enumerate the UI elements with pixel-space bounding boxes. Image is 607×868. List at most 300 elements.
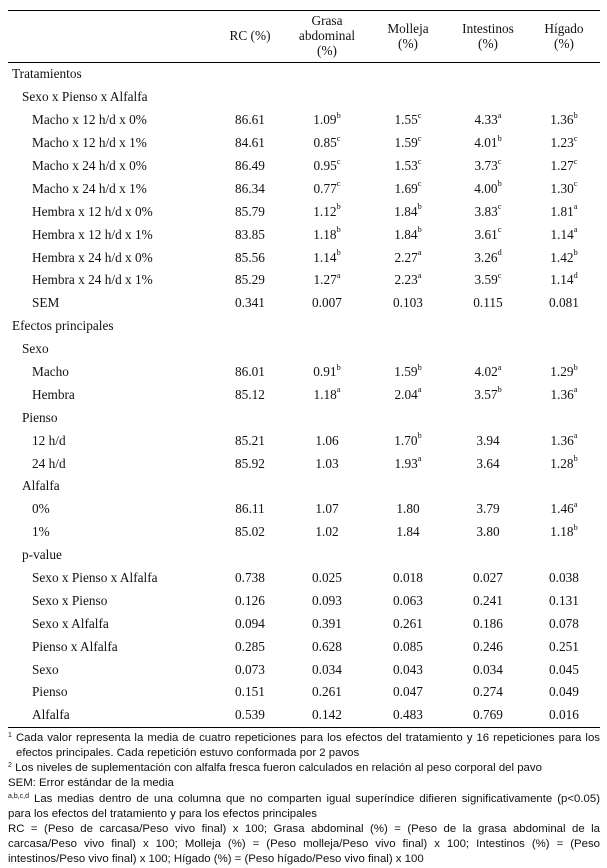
significance-superscript: b: [497, 132, 502, 143]
cell-rc: [214, 383, 286, 406]
significance-superscript: b: [417, 201, 422, 212]
cell-value: 83.85: [235, 226, 265, 242]
row-label: 24 h/d: [32, 455, 66, 471]
significance-superscript: c: [417, 132, 422, 143]
significance-superscript: d: [573, 270, 578, 281]
significance-superscript: a: [417, 453, 422, 464]
header-grasa-l3: (%): [317, 43, 337, 58]
cell-value: 84.61: [235, 135, 265, 151]
cell-rc: [214, 452, 286, 475]
cell-rc: [214, 429, 286, 452]
cell-molleja: [368, 269, 448, 292]
group-sexo-pienso-alfalfa-row: [8, 86, 600, 109]
header-higado-l1: Hígado: [544, 20, 584, 36]
row-label: Sexo x Pienso: [32, 592, 108, 608]
row-label: Hembra x 12 h/d x 0%: [32, 203, 153, 219]
significance-superscript: b: [417, 430, 422, 441]
cell-value: 0.078: [549, 615, 579, 631]
cell-molleja: [368, 177, 448, 200]
cell-rc: [214, 635, 286, 658]
cell-value: 0.027: [473, 570, 503, 586]
row-label: Pienso x Alfalfa: [32, 638, 118, 654]
table-row: [8, 132, 600, 155]
cell-higado: [528, 658, 600, 681]
cell-grasa: [286, 155, 368, 178]
cell-grasa: [286, 612, 368, 635]
header-molleja: [368, 11, 448, 63]
cell-value: 85.79: [235, 203, 265, 219]
cell-molleja: [368, 521, 448, 544]
significance-superscript: c: [336, 178, 341, 189]
cell-rc: [214, 132, 286, 155]
cell-higado: [528, 589, 600, 612]
footnote-2-text: Los niveles de suplementación con alfalfa fresca fueron calculados en relación al peso corporal del pavo: [15, 762, 542, 775]
cell-grasa: [286, 521, 368, 544]
cell-molleja: [368, 383, 448, 406]
significance-superscript: a: [573, 224, 578, 235]
header-intestinos: [448, 11, 528, 63]
row-label: Hembra x 24 h/d x 0%: [32, 249, 153, 265]
cell-higado: [528, 223, 600, 246]
cell-grasa: [286, 429, 368, 452]
significance-superscript: b: [417, 361, 422, 372]
cell-value: 0.539: [235, 707, 265, 723]
cell-value: 0.151: [235, 684, 265, 700]
cell-higado: [528, 269, 600, 292]
cell-molleja: [368, 589, 448, 612]
cell-rc: [214, 269, 286, 292]
cell-value: 3.79: [476, 501, 500, 517]
cell-higado: [528, 681, 600, 704]
cell-rc: [214, 292, 286, 315]
cell-value: 0.341: [235, 295, 265, 311]
cell-value: 1.09: [313, 112, 337, 128]
cell-intestinos: [448, 109, 528, 132]
significance-superscript: b: [497, 178, 502, 189]
header-rc-l1: RC (%): [229, 28, 271, 43]
cell-value: 0.093: [312, 592, 342, 608]
cell-higado: [528, 383, 600, 406]
cell-molleja: [368, 361, 448, 384]
cell-value: 85.21: [235, 432, 265, 448]
cell-value: 0.769: [473, 707, 503, 723]
table-row: [8, 246, 600, 269]
significance-superscript: c: [497, 201, 502, 212]
cell-value: 85.29: [235, 272, 265, 288]
footnotes: [8, 731, 600, 868]
cell-value: 85.02: [235, 524, 265, 540]
cell-value: 1.18: [313, 386, 337, 402]
cell-value: 1.80: [396, 501, 420, 517]
cell-molleja: [368, 452, 448, 475]
cell-value: 1.18: [550, 524, 574, 540]
group-pienso: Pienso: [22, 409, 58, 425]
significance-superscript: a: [573, 430, 578, 441]
footnote-sem: SEM: Error estándar de la media: [8, 777, 174, 790]
cell-value: 4.00: [474, 180, 498, 196]
cell-value: 2.27: [394, 249, 418, 265]
cell-value: 3.61: [474, 226, 498, 242]
cell-higado: [528, 498, 600, 521]
cell-molleja: [368, 658, 448, 681]
row-label: Macho x 12 h/d x 1%: [32, 135, 147, 151]
significance-superscript: c: [336, 132, 341, 143]
cell-value: 0.186: [473, 615, 503, 631]
table-row: [8, 589, 600, 612]
cell-value: 0.049: [549, 684, 579, 700]
cell-value: 0.628: [312, 638, 342, 654]
cell-value: 0.103: [393, 295, 423, 311]
cell-value: 4.01: [474, 135, 498, 151]
significance-superscript: a: [417, 384, 422, 395]
cell-grasa: [286, 681, 368, 704]
cell-molleja: [368, 109, 448, 132]
cell-value: 0.142: [312, 707, 342, 723]
row-label: 1%: [32, 524, 50, 540]
group-p-value-row: [8, 544, 600, 567]
significance-superscript: b: [336, 224, 341, 235]
cell-rc: [214, 658, 286, 681]
cell-rc: [214, 567, 286, 590]
cell-value: 0.77: [313, 180, 337, 196]
cell-molleja: [368, 292, 448, 315]
cell-grasa: [286, 292, 368, 315]
cell-rc: [214, 589, 286, 612]
cell-value: 86.49: [235, 158, 265, 173]
cell-intestinos: [448, 612, 528, 635]
cell-value: 0.391: [312, 615, 342, 631]
group-alfalfa-row: [8, 475, 600, 498]
cell-grasa: [286, 177, 368, 200]
cell-molleja: [368, 681, 448, 704]
cell-intestinos: [448, 567, 528, 590]
header-grasa-l1: Grasa: [311, 13, 343, 28]
group-p-value: p-value: [22, 547, 62, 563]
cell-value: 1.84: [394, 203, 418, 219]
cell-value: 3.26: [474, 249, 498, 265]
cell-value: 0.094: [235, 615, 265, 631]
cell-value: 86.11: [235, 501, 265, 517]
row-label: Alfalfa: [8, 704, 214, 727]
cell-value: 1.07: [315, 501, 339, 517]
cell-higado: [528, 361, 600, 384]
cell-grasa: [286, 658, 368, 681]
significance-superscript: c: [417, 155, 422, 166]
cell-value: 1.23: [550, 135, 574, 151]
cell-intestinos: [448, 498, 528, 521]
cell-value: 1.03: [315, 455, 339, 471]
cell-value: 3.83: [474, 203, 498, 219]
cell-value: 1.36: [550, 112, 574, 128]
cell-grasa: [286, 567, 368, 590]
cell-grasa: [286, 704, 368, 727]
significance-superscript: b: [573, 453, 578, 464]
cell-higado: [528, 612, 600, 635]
cell-molleja: [368, 223, 448, 246]
significance-superscript: b: [497, 384, 502, 395]
cell-intestinos: [448, 521, 528, 544]
footnote-2: [8, 761, 600, 776]
significance-superscript: c: [497, 155, 502, 166]
cell-value: 0.126: [235, 592, 265, 608]
footnote-1-mark: 1: [8, 731, 12, 739]
significance-superscript: c: [573, 132, 578, 143]
cell-rc: [214, 200, 286, 223]
significance-superscript: b: [573, 247, 578, 258]
header-rc: [214, 11, 286, 63]
cell-rc: [214, 498, 286, 521]
cell-intestinos: [448, 246, 528, 269]
significance-superscript: a: [497, 109, 502, 120]
table-row: [8, 681, 600, 704]
table-wrapper: [8, 10, 600, 868]
cell-value: 1.69: [394, 180, 418, 196]
cell-value: 1.36: [550, 432, 574, 448]
significance-superscript: b: [573, 109, 578, 120]
cell-value: 0.261: [312, 684, 342, 700]
table-row: [8, 635, 600, 658]
cell-value: 1.29: [550, 364, 574, 380]
cell-value: 0.274: [473, 684, 503, 700]
cell-value: 3.59: [474, 272, 498, 288]
footnote-abcd-mark: a,b,c,d: [8, 792, 30, 800]
cell-value: 0.483: [393, 707, 423, 723]
cell-rc: [214, 681, 286, 704]
cell-value: 85.92: [235, 455, 265, 471]
cell-rc: [214, 704, 286, 727]
cell-value: 1.84: [394, 226, 418, 242]
cell-intestinos: [448, 361, 528, 384]
table-row: [8, 177, 600, 200]
cell-value: 0.131: [549, 592, 579, 608]
cell-value: 0.085: [393, 638, 423, 654]
significance-superscript: d: [497, 247, 502, 258]
cell-value: 0.285: [235, 638, 265, 654]
table-row: [8, 452, 600, 475]
header-molleja-l1: Molleja: [387, 20, 429, 36]
group-sexo-row: [8, 338, 600, 361]
header-intestinos-l1: Intestinos: [462, 20, 514, 36]
table-row: [8, 223, 600, 246]
cell-intestinos: [448, 269, 528, 292]
cell-value: 0.034: [312, 661, 342, 677]
group-sexo-pienso-alfalfa: Sexo x Pienso x Alfalfa: [22, 89, 148, 105]
cell-value: 0.738: [235, 570, 265, 586]
cell-intestinos: [448, 223, 528, 246]
cell-value: 0.115: [473, 295, 503, 311]
group-alfalfa: Alfalfa: [22, 478, 60, 494]
cell-rc: [214, 177, 286, 200]
table-row: [8, 292, 600, 315]
header-molleja-l2: (%): [398, 35, 418, 51]
header-grasa-l2: abdominal: [298, 28, 356, 43]
cell-value: 0.081: [549, 295, 579, 311]
header-empty: [8, 11, 214, 63]
cell-molleja: [368, 704, 448, 727]
table-row: [8, 155, 600, 178]
cell-value: 1.59: [394, 135, 418, 151]
cell-value: 1.53: [394, 158, 418, 173]
table-row: [8, 269, 600, 292]
cell-value: 0.246: [473, 638, 503, 654]
footnote-abcd-text: Las medias dentro de una columna que no comparten igual superíndice difieren significativamente (p<0.05) para los efectos del tratamiento y para los efectos principales: [8, 792, 600, 820]
cell-value: 0.073: [235, 661, 265, 677]
cell-value: 3.57: [474, 386, 498, 402]
footnote-2-mark: 2: [8, 762, 12, 770]
cell-higado: [528, 635, 600, 658]
table-row: [8, 200, 600, 223]
row-label: Hembra x 12 h/d x 1%: [32, 226, 153, 242]
cell-grasa: [286, 132, 368, 155]
footnote-1: [8, 731, 600, 761]
cell-value: 3.73: [474, 158, 498, 173]
table-row: [8, 109, 600, 132]
cell-molleja: [368, 567, 448, 590]
cell-higado: [528, 452, 600, 475]
table-body: [8, 63, 600, 728]
significance-superscript: a: [336, 270, 341, 281]
table-row: [8, 704, 600, 727]
cell-intestinos: [448, 132, 528, 155]
cell-value: 1.27: [313, 272, 337, 288]
cell-value: 1.27: [550, 158, 574, 173]
header-higado: [528, 11, 600, 63]
significance-superscript: c: [497, 224, 502, 235]
footnote-definitions: RC = (Peso de carcasa/Peso vivo final) x 100; Grasa abdominal (%) = (Peso de la grasa abdominal de la carcasa/Peso vivo final) x 100; Molleja (%) = (Peso molleja/Peso vivo final) x 100; Intestinos (%) = (Peso intestinos/Peso vivo final) x 100; Hígado (%) = (Peso hígado/Peso vivo final) x 100: [8, 823, 600, 866]
group-sexo: Sexo: [22, 341, 49, 357]
cell-grasa: [286, 589, 368, 612]
table-row: [8, 521, 600, 544]
table-row: [8, 361, 600, 384]
cell-value: 85.56: [235, 249, 265, 265]
significance-superscript: b: [336, 361, 341, 372]
cell-molleja: [368, 200, 448, 223]
cell-value: 0.251: [549, 638, 579, 654]
header-intestinos-l2: (%): [478, 35, 498, 51]
cell-value: 0.047: [393, 684, 423, 700]
cell-molleja: [368, 246, 448, 269]
cell-value: 1.70: [394, 432, 418, 448]
significance-superscript: a: [417, 270, 422, 281]
significance-superscript: a: [573, 384, 578, 395]
row-label: Sexo: [32, 661, 59, 677]
cell-molleja: [368, 155, 448, 178]
significance-superscript: c: [336, 155, 341, 166]
cell-value: 2.04: [394, 386, 418, 402]
cell-value: 1.02: [315, 524, 339, 540]
cell-value: 1.42: [550, 249, 574, 265]
cell-intestinos: [448, 704, 528, 727]
cell-intestinos: [448, 635, 528, 658]
cell-intestinos: [448, 681, 528, 704]
row-label: Pienso: [32, 684, 68, 700]
cell-value: 1.55: [394, 112, 418, 128]
cell-value: 0.91: [313, 364, 337, 380]
cell-higado: [528, 155, 600, 178]
cell-rc: [214, 109, 286, 132]
cell-value: 1.59: [394, 364, 418, 380]
cell-value: 0.018: [393, 570, 423, 586]
cell-value: 85.12: [235, 386, 265, 402]
cell-value: 2.23: [394, 272, 418, 288]
cell-value: 1.14: [313, 249, 337, 265]
significance-superscript: c: [497, 270, 502, 281]
row-label: SEM: [32, 295, 60, 311]
cell-grasa: [286, 269, 368, 292]
row-label: Hembra x 24 h/d x 1%: [32, 272, 153, 288]
cell-value: 0.063: [393, 592, 423, 608]
row-label: Macho x 24 h/d x 0%: [32, 158, 147, 173]
cell-grasa: [286, 452, 368, 475]
cell-value: 0.025: [312, 570, 342, 586]
significance-superscript: b: [336, 201, 341, 212]
header-higado-l2: (%): [554, 35, 574, 51]
cell-value: 0.038: [549, 570, 579, 586]
cell-value: 0.95: [313, 158, 337, 173]
row-label: Macho x 24 h/d x 1%: [32, 180, 147, 196]
footnote-abcd: [8, 792, 600, 822]
cell-intestinos: [448, 429, 528, 452]
cell-value: 1.46: [550, 501, 574, 517]
section-tratamientos: Tratamientos: [12, 66, 82, 82]
cell-grasa: [286, 109, 368, 132]
cell-molleja: [368, 132, 448, 155]
cell-molleja: [368, 612, 448, 635]
cell-value: 4.02: [474, 364, 498, 380]
significance-superscript: b: [573, 521, 578, 532]
row-label: Macho: [32, 364, 69, 380]
cell-value: 1.12: [313, 203, 337, 219]
table-row: [8, 567, 600, 590]
cell-higado: [528, 429, 600, 452]
cell-grasa: [286, 200, 368, 223]
cell-higado: [528, 704, 600, 727]
cell-molleja: [368, 429, 448, 452]
table-row: [8, 498, 600, 521]
cell-intestinos: [448, 383, 528, 406]
cell-intestinos: [448, 589, 528, 612]
cell-intestinos: [448, 155, 528, 178]
cell-grasa: [286, 361, 368, 384]
cell-value: 1.30: [550, 180, 574, 196]
significance-superscript: a: [417, 247, 422, 258]
cell-rc: [214, 223, 286, 246]
cell-value: 1.06: [315, 432, 339, 448]
cell-value: 0.043: [393, 661, 423, 677]
cell-molleja: [368, 498, 448, 521]
cell-value: 0.045: [549, 661, 579, 677]
cell-molleja: [368, 635, 448, 658]
significance-superscript: b: [336, 109, 341, 120]
cell-value: 1.18: [313, 226, 337, 242]
section-efectos-principales: Efectos principales: [12, 318, 114, 334]
significance-superscript: a: [336, 384, 341, 395]
row-label: Hembra: [32, 386, 75, 402]
row-label: Sexo x Alfalfa: [32, 615, 109, 631]
cell-intestinos: [448, 177, 528, 200]
cell-higado: [528, 109, 600, 132]
header-grasa: [286, 11, 368, 63]
cell-value: 0.261: [393, 615, 423, 631]
cell-value: 0.241: [473, 592, 503, 608]
table-row: [8, 383, 600, 406]
cell-intestinos: [448, 200, 528, 223]
cell-higado: [528, 567, 600, 590]
cell-higado: [528, 177, 600, 200]
cell-grasa: [286, 383, 368, 406]
cell-value: 1.14: [550, 272, 574, 288]
cell-grasa: [286, 246, 368, 269]
